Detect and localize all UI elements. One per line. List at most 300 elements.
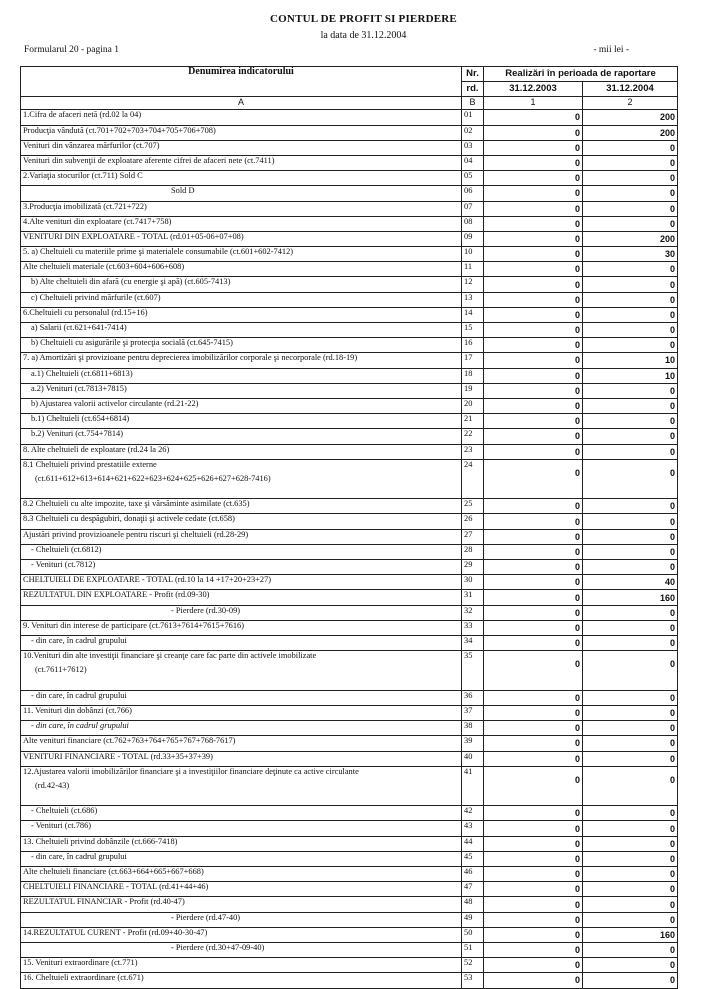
- value-2003: 0: [484, 444, 583, 459]
- table-row: [21, 383, 678, 398]
- value-2003: 0: [484, 635, 583, 650]
- row-label-text: - din care, în cadrul grupului: [31, 690, 127, 700]
- value-2003: 0: [484, 836, 583, 851]
- value-2004: 0: [583, 821, 678, 836]
- row-label-text: b) Cheltuieli cu asigurările şi protecţia socială (ct.645-7415): [31, 338, 233, 348]
- row-label: [21, 690, 462, 705]
- value-2003: 0: [484, 575, 583, 590]
- value-2003: 0: [484, 125, 583, 140]
- value-2003: 0: [484, 277, 583, 292]
- row-label-text: 8.3 Cheltuieli cu despăgubiri, donaţii şi activele cedate (ct.658): [23, 514, 235, 524]
- row-label-text: 4.Alte venituri din exploatare (ct.7417+758): [23, 216, 172, 226]
- row-label: [21, 705, 462, 720]
- table-row: [21, 821, 678, 836]
- row-number: 34: [462, 635, 484, 650]
- row-label-text: 10.Venituri din alte investiţii financiare şi creanţe care fac parte din activele imobilizate: [23, 651, 317, 661]
- row-label: [21, 398, 462, 413]
- value-2004: 0: [583, 514, 678, 529]
- table-row: [21, 851, 678, 866]
- table-row: [21, 338, 678, 353]
- row-label: [21, 125, 462, 140]
- header-period: Realizări în perioada de raportare: [484, 67, 678, 82]
- row-label-text: c) Cheltuieli privind mărfurile (ct.607): [31, 292, 161, 302]
- table-row: [21, 912, 678, 927]
- row-label-text: VENITURI DIN EXPLOATARE - TOTAL (rd.01+05-06+07+08): [23, 231, 244, 241]
- value-2003: 0: [484, 751, 583, 766]
- table-row: [21, 560, 678, 575]
- value-2003: 0: [484, 529, 583, 544]
- value-2004: 10: [583, 368, 678, 383]
- table-row: [21, 277, 678, 292]
- row-label-text: 3.Producţia imobilizată (ct.721+722): [23, 201, 147, 211]
- table-row: [21, 620, 678, 635]
- row-label: [21, 110, 462, 125]
- row-label-text: a.2) Venituri (ct.7813+7815): [31, 383, 127, 393]
- row-number: 16: [462, 338, 484, 353]
- row-number: 29: [462, 560, 484, 575]
- row-number: 33: [462, 620, 484, 635]
- row-number: 41: [462, 766, 484, 806]
- table-row: [21, 867, 678, 882]
- value-2004: 0: [583, 912, 678, 927]
- row-label-text: - din care, în cadrul grupului: [31, 635, 127, 645]
- row-label-text: 8.2 Cheltuieli cu alte impozite, taxe şi vărsăminte asimilate (ct.635): [23, 499, 250, 509]
- document-title: CONTUL DE PROFIT SI PIERDERE: [270, 13, 457, 25]
- value-2003: 0: [484, 958, 583, 973]
- row-number: 06: [462, 186, 484, 201]
- row-number: 50: [462, 927, 484, 942]
- value-2004: 0: [583, 186, 678, 201]
- row-label-text: VENITURI FINANCIARE - TOTAL (rd.33+35+37+39): [23, 751, 213, 761]
- row-label: [21, 736, 462, 751]
- value-2003: 0: [484, 201, 583, 216]
- row-label: [21, 821, 462, 836]
- row-number: 40: [462, 751, 484, 766]
- row-label: [21, 368, 462, 383]
- value-2004: 0: [583, 867, 678, 882]
- value-2004: 200: [583, 231, 678, 246]
- row-label: [21, 247, 462, 262]
- column-letter-a: A: [21, 97, 462, 110]
- value-2004: 0: [583, 651, 678, 691]
- row-label: [21, 307, 462, 322]
- row-number: 05: [462, 171, 484, 186]
- row-label: [21, 262, 462, 277]
- value-2003: 0: [484, 544, 583, 559]
- value-2004: 0: [583, 690, 678, 705]
- value-2004: 0: [583, 444, 678, 459]
- row-label: [21, 277, 462, 292]
- row-label-text: - Pierdere (rd.30+47-09-40): [171, 942, 265, 952]
- value-2003: 0: [484, 721, 583, 736]
- value-2004: 0: [583, 277, 678, 292]
- value-2004: 0: [583, 736, 678, 751]
- value-2003: 0: [484, 912, 583, 927]
- value-2004: 0: [583, 323, 678, 338]
- row-number: 38: [462, 721, 484, 736]
- row-label-text: - Pierdere (rd.47-40): [171, 912, 241, 922]
- value-2004: 160: [583, 927, 678, 942]
- value-2004: 0: [583, 882, 678, 897]
- row-label-text: b) Ajustarea valorii activelor circulante (rd.21-22): [31, 398, 199, 408]
- row-label-text: b) Alte cheltuieli din afară (cu energie şi apă) (ct.605-7413): [31, 277, 231, 287]
- row-label-text: 7. a) Amortizări şi provizioane pentru deprecierea imobilizărilor corporale şi necorporale (rd.18-19): [23, 353, 358, 363]
- row-number: 21: [462, 414, 484, 429]
- value-2003: 0: [484, 605, 583, 620]
- row-label: [21, 836, 462, 851]
- table-row: [21, 544, 678, 559]
- value-2003: 0: [484, 110, 583, 125]
- value-2003: 0: [484, 307, 583, 322]
- value-2004: 0: [583, 155, 678, 170]
- value-2004: 0: [583, 635, 678, 650]
- row-number: 35: [462, 651, 484, 691]
- row-label: [21, 231, 462, 246]
- row-label-text: CHELTUIELI FINANCIARE - TOTAL (rd.41+44+46): [23, 882, 209, 892]
- table-row: [21, 247, 678, 262]
- value-2004: 0: [583, 529, 678, 544]
- table-row: [21, 499, 678, 514]
- row-label: [21, 721, 462, 736]
- row-label: [21, 414, 462, 429]
- row-label: [21, 942, 462, 957]
- row-number: 44: [462, 836, 484, 851]
- row-number: 25: [462, 499, 484, 514]
- row-number: 04: [462, 155, 484, 170]
- row-label: [21, 353, 462, 368]
- value-2003: 0: [484, 353, 583, 368]
- value-2003: 0: [484, 851, 583, 866]
- row-number: 10: [462, 247, 484, 262]
- row-label: [21, 620, 462, 635]
- row-label: [21, 973, 462, 988]
- row-label: [21, 444, 462, 459]
- row-label-text: 12.Ajustarea valorii imobilizărilor financiare şi a investiţiilor financiare deţinute ca active circulante: [23, 766, 359, 776]
- row-label-text: - Venituri (ct.7812): [31, 560, 96, 570]
- table-row: [21, 766, 678, 806]
- value-2003: 0: [484, 171, 583, 186]
- row-number: 52: [462, 958, 484, 973]
- row-label: [21, 912, 462, 927]
- row-label: [21, 499, 462, 514]
- row-label-text: b.2) Venituri (ct.754+7814): [31, 429, 124, 439]
- row-label-text: a) Salarii (ct.621+641-7414): [31, 323, 127, 332]
- table-row: [21, 368, 678, 383]
- row-label-text: - din care, în cadrul grupului: [31, 721, 129, 731]
- table-row: [21, 353, 678, 368]
- row-label: [21, 605, 462, 620]
- value-2003: 0: [484, 398, 583, 413]
- value-2004: 0: [583, 414, 678, 429]
- table-row: [21, 140, 678, 155]
- row-number: 23: [462, 444, 484, 459]
- value-2004: 0: [583, 958, 678, 973]
- table-row: [21, 171, 678, 186]
- value-2003: 0: [484, 620, 583, 635]
- value-2003: 0: [484, 766, 583, 806]
- row-label: [21, 186, 462, 201]
- row-label: [21, 882, 462, 897]
- table-row: [21, 751, 678, 766]
- table-row: [21, 186, 678, 201]
- table-row: [21, 110, 678, 125]
- row-number: 12: [462, 277, 484, 292]
- row-label: [21, 544, 462, 559]
- value-2004: 0: [583, 973, 678, 988]
- table-row: [21, 125, 678, 140]
- value-2004: 0: [583, 499, 678, 514]
- row-number: 20: [462, 398, 484, 413]
- value-2004: 0: [583, 201, 678, 216]
- value-2003: 0: [484, 262, 583, 277]
- table-row: [21, 927, 678, 942]
- table-row: [21, 882, 678, 897]
- table-row: [21, 635, 678, 650]
- value-2003: 0: [484, 942, 583, 957]
- value-2003: 0: [484, 429, 583, 444]
- value-2003: 0: [484, 231, 583, 246]
- header-year-2004: 31.12.2004: [583, 82, 678, 97]
- row-number: 03: [462, 140, 484, 155]
- table-row: [21, 444, 678, 459]
- units-label: - mii lei -: [593, 45, 629, 55]
- value-2004: 0: [583, 171, 678, 186]
- header-year-2003: 31.12.2003: [484, 82, 583, 97]
- row-number: 51: [462, 942, 484, 957]
- row-number: 45: [462, 851, 484, 866]
- row-label-text: Alte cheltuieli materiale (ct.603+604+606+608): [23, 262, 185, 272]
- row-number: 48: [462, 897, 484, 912]
- form-reference: Formularul 20 - pagina 1: [24, 45, 119, 55]
- row-label: [21, 927, 462, 942]
- row-label-text: 6.Cheltuieli cu personalul (rd.15+16): [23, 307, 148, 317]
- table-row: [21, 897, 678, 912]
- row-number: 24: [462, 459, 484, 499]
- value-2004: 30: [583, 247, 678, 262]
- table-row: [21, 705, 678, 720]
- row-label-continuation: (ct.611+612+613+614+621+622+623+624+625+626+627+628-7416): [35, 473, 271, 483]
- row-label-text: REZULTATUL DIN EXPLOATARE - Profit (rd.09-30): [23, 590, 210, 600]
- value-2003: 0: [484, 736, 583, 751]
- value-2004: 0: [583, 216, 678, 231]
- row-number: 39: [462, 736, 484, 751]
- value-2003: 0: [484, 514, 583, 529]
- table-row: [21, 414, 678, 429]
- row-label-text: - din care, în cadrul grupului: [31, 851, 127, 861]
- row-label-text: 9. Venituri din interese de participare (ct.7613+7614+7615+7616): [23, 620, 245, 630]
- row-label: [21, 560, 462, 575]
- row-label-text: 8. Alte cheltuieli de exploatare (rd.24 la 26): [23, 444, 170, 454]
- row-label: [21, 529, 462, 544]
- row-label: [21, 575, 462, 590]
- row-number: 36: [462, 690, 484, 705]
- value-2003: 0: [484, 590, 583, 605]
- value-2004: 0: [583, 705, 678, 720]
- value-2003: 0: [484, 186, 583, 201]
- row-label: [21, 383, 462, 398]
- table-row: [21, 690, 678, 705]
- row-label-text: Venituri din vânzarea mărfurilor (ct.707): [23, 140, 160, 150]
- row-number: 26: [462, 514, 484, 529]
- row-label-text: 8.1 Cheltuieli privind prestatiile externe: [23, 459, 157, 469]
- table-row: [21, 806, 678, 821]
- value-2003: 0: [484, 338, 583, 353]
- value-2004: 0: [583, 140, 678, 155]
- value-2004: 0: [583, 897, 678, 912]
- value-2004: 0: [583, 766, 678, 806]
- row-number: 18: [462, 368, 484, 383]
- row-label-text: 15. Venituri extraordinare (ct.771): [23, 958, 138, 968]
- row-label-text: 11. Venituri din dobânzi (ct.766): [23, 705, 132, 715]
- value-2003: 0: [484, 973, 583, 988]
- value-2003: 0: [484, 651, 583, 691]
- row-label-continuation: (ct.7611+7612): [35, 665, 87, 675]
- header-nr: Nr.: [462, 67, 484, 82]
- value-2004: 160: [583, 590, 678, 605]
- row-label-text: a.1) Cheltuieli (ct.6811+6813): [31, 368, 133, 378]
- header-rd: rd.: [462, 82, 484, 97]
- value-2003: 0: [484, 383, 583, 398]
- value-2003: 0: [484, 690, 583, 705]
- row-label-text: REZULTATUL FINANCIAR - Profit (rd.40-47): [23, 897, 185, 907]
- row-label-text: - Venituri (ct.786): [31, 821, 92, 831]
- row-label-text: Venituri din subvenţii de exploatare aferente cifrei de afaceri nete (ct.7411): [23, 155, 275, 165]
- row-label-text: 16. Cheltuieli extraordinare (ct.671): [23, 973, 144, 983]
- value-2003: 0: [484, 368, 583, 383]
- table-row: [21, 651, 678, 691]
- row-number: 08: [462, 216, 484, 231]
- row-label-text: 13. Cheltuieli privind dobânzile (ct.666-7418): [23, 836, 178, 846]
- row-number: 53: [462, 973, 484, 988]
- row-label: [21, 851, 462, 866]
- row-number: 11: [462, 262, 484, 277]
- table-row: [21, 605, 678, 620]
- table-row: [21, 514, 678, 529]
- row-label: [21, 590, 462, 605]
- row-label: [21, 155, 462, 170]
- value-2004: 0: [583, 338, 678, 353]
- row-label: [21, 140, 462, 155]
- value-2004: 0: [583, 560, 678, 575]
- value-2003: 0: [484, 821, 583, 836]
- value-2004: 0: [583, 459, 678, 499]
- value-2003: 0: [484, 155, 583, 170]
- row-number: 07: [462, 201, 484, 216]
- table-row: [21, 836, 678, 851]
- row-number: 14: [462, 307, 484, 322]
- row-label: [21, 806, 462, 821]
- value-2003: 0: [484, 560, 583, 575]
- row-number: 01: [462, 110, 484, 125]
- value-2004: 0: [583, 721, 678, 736]
- row-number: 27: [462, 529, 484, 544]
- row-label: [21, 201, 462, 216]
- row-number: 31: [462, 590, 484, 605]
- row-label-text: 2.Variaţia stocurilor (ct.711) Sold C: [23, 171, 143, 181]
- row-number: 30: [462, 575, 484, 590]
- row-label: [21, 171, 462, 186]
- table-row: [21, 155, 678, 170]
- value-2003: 0: [484, 459, 583, 499]
- value-2004: 0: [583, 605, 678, 620]
- row-number: 19: [462, 383, 484, 398]
- table-row: [21, 307, 678, 322]
- value-2004: 40: [583, 575, 678, 590]
- value-2004: 200: [583, 110, 678, 125]
- row-label-text: Producţia vândută (ct.701+702+703+704+705+706+708): [23, 125, 216, 135]
- value-2003: 0: [484, 806, 583, 821]
- row-number: 43: [462, 821, 484, 836]
- row-number: 02: [462, 125, 484, 140]
- table-row: [21, 575, 678, 590]
- row-label: [21, 429, 462, 444]
- table-row: [21, 736, 678, 751]
- profit-loss-table: [20, 66, 678, 989]
- row-label: [21, 651, 462, 691]
- row-label-text: - Cheltuieli (ct.686): [31, 806, 98, 816]
- value-2003: 0: [484, 247, 583, 262]
- value-2003: 0: [484, 927, 583, 942]
- row-label-text: - Cheltuieli (ct.6812): [31, 544, 102, 554]
- row-label-text: Ajustări privind provizioanele pentru riscuri şi cheltuieli (rd.28-29): [23, 529, 249, 539]
- row-number: 37: [462, 705, 484, 720]
- value-2003: 0: [484, 292, 583, 307]
- row-number: 09: [462, 231, 484, 246]
- row-number: 13: [462, 292, 484, 307]
- row-label: [21, 635, 462, 650]
- value-2004: 10: [583, 353, 678, 368]
- value-2004: 0: [583, 544, 678, 559]
- table-row: [21, 231, 678, 246]
- value-2004: 0: [583, 262, 678, 277]
- row-label: [21, 867, 462, 882]
- row-number: 42: [462, 806, 484, 821]
- value-2004: 0: [583, 620, 678, 635]
- value-2003: 0: [484, 414, 583, 429]
- row-number: 46: [462, 867, 484, 882]
- row-label-text: - Pierdere (rd.30-09): [171, 605, 241, 615]
- table-row: [21, 942, 678, 957]
- value-2004: 0: [583, 942, 678, 957]
- row-label-text: 14.REZULTATUL CURENT - Profit (rd.09+40-30-47): [23, 927, 208, 937]
- value-2003: 0: [484, 323, 583, 338]
- document-date: la data de 31.12.2004: [320, 30, 407, 41]
- value-2003: 0: [484, 882, 583, 897]
- value-2004: 0: [583, 806, 678, 821]
- row-number: 32: [462, 605, 484, 620]
- value-2004: 0: [583, 292, 678, 307]
- row-label-text: 1.Cifra de afaceri netă (rd.02 la 04): [23, 110, 142, 120]
- table-row: [21, 398, 678, 413]
- row-number: 28: [462, 544, 484, 559]
- row-number: 47: [462, 882, 484, 897]
- column-number-2: 2: [583, 97, 678, 110]
- column-letter-b: B: [462, 97, 484, 110]
- row-label-text: Alte venituri financiare (ct.762+763+764+765+767+768-7617): [23, 736, 236, 746]
- table-row: [21, 459, 678, 499]
- value-2004: 0: [583, 383, 678, 398]
- table-row: [21, 292, 678, 307]
- row-number: 22: [462, 429, 484, 444]
- row-label: [21, 766, 462, 806]
- row-label: [21, 216, 462, 231]
- value-2004: 0: [583, 307, 678, 322]
- row-label: [21, 292, 462, 307]
- row-number: 15: [462, 323, 484, 338]
- row-number: 17: [462, 353, 484, 368]
- row-label: [21, 897, 462, 912]
- value-2003: 0: [484, 897, 583, 912]
